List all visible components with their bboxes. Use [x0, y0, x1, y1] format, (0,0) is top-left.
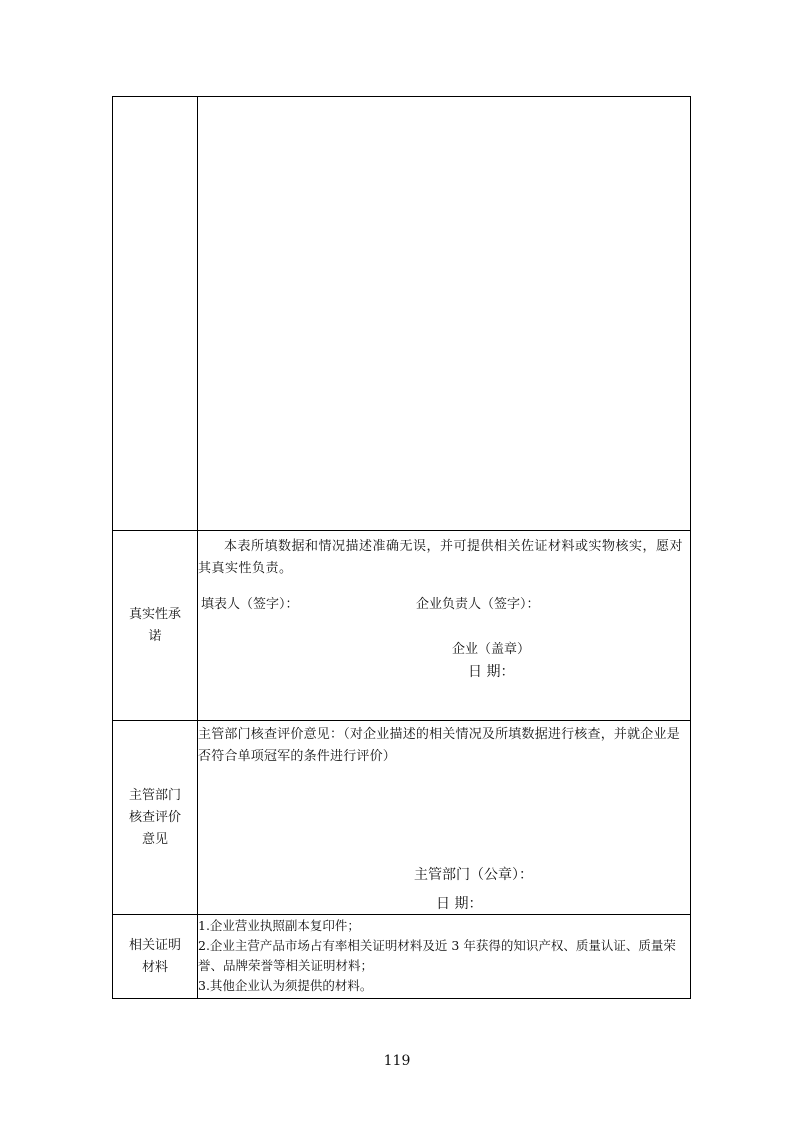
- pledge-label-line2: 诺: [148, 628, 162, 644]
- blank-label-cell: [113, 97, 198, 531]
- material-item: 1.企业营业执照副本复印件；: [198, 918, 360, 933]
- page-number: 119: [383, 1053, 411, 1069]
- review-content: [198, 721, 691, 915]
- review-label-line2: 核查评价: [128, 809, 181, 825]
- dept-seal-field: 主管部门（公章）：: [414, 867, 533, 883]
- leader-signature-field: 企业负责人（签字）：: [416, 597, 540, 612]
- material-item: 2.企业主营产品市场占有率相关证明材料及近 3 年获得的知识产权、质量认证、质量荣誉、品牌荣誉等相关证明材料；: [198, 938, 676, 973]
- pledge-label: [113, 531, 198, 721]
- pledge-date-field: 日 期：: [468, 664, 515, 680]
- pledge-statement: 本表所填数据和情况描述准确无误，并可提供相关佐证材料或实物核实，愿对其真实性负责。: [198, 539, 684, 576]
- pledge-label-line1: 真实性承: [128, 606, 181, 622]
- review-label-line1: 主管部门: [128, 787, 181, 803]
- signers-line: [198, 594, 690, 616]
- materials-content: [198, 915, 691, 999]
- material-item: 3.其他企业认为须提供的材料。: [198, 978, 373, 993]
- materials-label-line2: 材料: [141, 959, 168, 975]
- review-label: [113, 721, 198, 915]
- review-row: [113, 721, 691, 915]
- form-table: [112, 96, 691, 999]
- review-label-line3: 意见: [141, 831, 168, 847]
- review-opinion-text: 主管部门核查评价意见：（对企业描述的相关情况及所填数据进行核查，并就企业是否符合单项冠军的条件进行评价）: [198, 727, 680, 764]
- materials-label: [113, 915, 198, 999]
- materials-label-line1: 相关证明: [128, 937, 181, 953]
- blank-description-row: [113, 97, 691, 531]
- materials-list: [198, 916, 690, 996]
- materials-row: [113, 915, 691, 999]
- company-seal-field: 企业（盖章）: [452, 642, 531, 657]
- blank-content-cell: [198, 97, 691, 531]
- review-date-field: 日 期：: [436, 896, 483, 912]
- filler-signature-field: 填表人（签字）：: [201, 597, 299, 612]
- pledge-content: [198, 531, 691, 721]
- pledge-row: [113, 531, 691, 721]
